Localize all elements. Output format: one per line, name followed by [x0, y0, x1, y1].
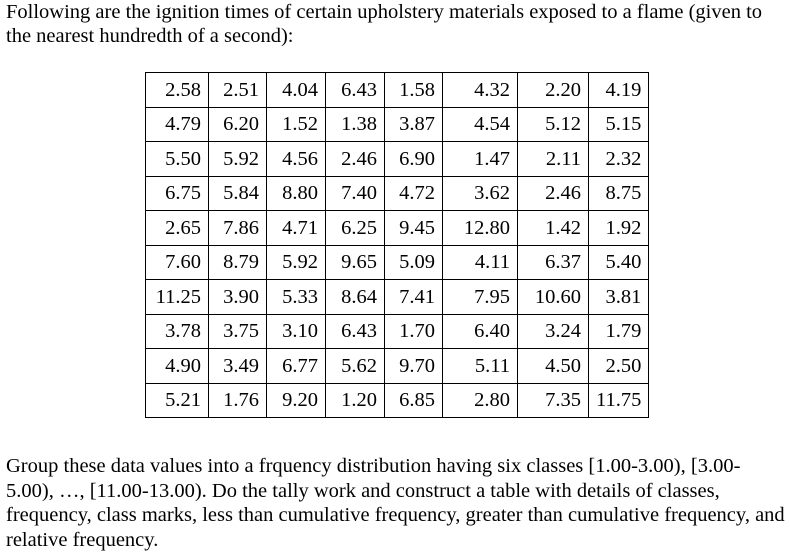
table-row	[146, 176, 649, 211]
table-cell: 4.19	[589, 73, 649, 108]
table-cell: 6.85	[385, 383, 443, 418]
table-cell: 12.80	[443, 211, 518, 246]
table-row	[146, 280, 649, 315]
table-cell: 2.46	[326, 142, 385, 177]
table-cell: 5.09	[385, 245, 443, 280]
table-cell: 7.41	[385, 280, 443, 315]
table-cell: 6.40	[443, 314, 518, 349]
table-cell: 2.65	[146, 211, 209, 246]
table-cell: 5.50	[146, 142, 209, 177]
table-cell: 7.60	[146, 245, 209, 280]
table-row	[146, 107, 649, 142]
table-cell: 6.37	[518, 245, 589, 280]
table-cell: 3.78	[146, 314, 209, 349]
table-cell: 2.11	[518, 142, 589, 177]
table-cell: 1.76	[209, 383, 267, 418]
table-cell: 4.32	[443, 73, 518, 108]
table-cell: 1.79	[589, 314, 649, 349]
table-row	[146, 349, 649, 384]
table-cell: 5.92	[267, 245, 326, 280]
table-cell: 6.77	[267, 349, 326, 384]
table-cell: 4.11	[443, 245, 518, 280]
table-cell: 3.49	[209, 349, 267, 384]
table-cell: 3.81	[589, 280, 649, 315]
table-cell: 6.20	[209, 107, 267, 142]
table-cell: 10.60	[518, 280, 589, 315]
table-row	[146, 314, 649, 349]
table-cell: 4.79	[146, 107, 209, 142]
table-cell: 11.25	[146, 280, 209, 315]
table-cell: 1.70	[385, 314, 443, 349]
table-row	[146, 383, 649, 418]
table-cell: 9.20	[267, 383, 326, 418]
table-cell: 6.25	[326, 211, 385, 246]
table-cell: 2.20	[518, 73, 589, 108]
table-cell: 9.65	[326, 245, 385, 280]
table-cell: 5.40	[589, 245, 649, 280]
table-cell: 5.21	[146, 383, 209, 418]
table-cell: 1.42	[518, 211, 589, 246]
table-cell: 2.80	[443, 383, 518, 418]
table-cell: 1.38	[326, 107, 385, 142]
table-cell: 8.79	[209, 245, 267, 280]
table-cell: 5.84	[209, 176, 267, 211]
table-cell: 5.92	[209, 142, 267, 177]
table-cell: 1.58	[385, 73, 443, 108]
table-cell: 8.64	[326, 280, 385, 315]
table-cell: 7.86	[209, 211, 267, 246]
table-cell: 5.62	[326, 349, 385, 384]
table-cell: 2.58	[146, 73, 209, 108]
table-cell: 2.46	[518, 176, 589, 211]
table-cell: 4.72	[385, 176, 443, 211]
table-cell: 6.75	[146, 176, 209, 211]
table-cell: 5.33	[267, 280, 326, 315]
table-cell: 4.50	[518, 349, 589, 384]
table-cell: 5.15	[589, 107, 649, 142]
ignition-times-table-body	[146, 73, 649, 418]
table-cell: 4.54	[443, 107, 518, 142]
table-cell: 4.90	[146, 349, 209, 384]
table-cell: 6.43	[326, 314, 385, 349]
table-row	[146, 142, 649, 177]
question-paragraph: Group these data values into a frquency distribution having six classes [1.00-3.00), [3.00-5.00), …, [11.00-13.00). Do the tally work and construct a table with details of classes, frequency, class marks, less than cumulative frequency, greater than cumulative frequency, and relative frequency.	[6, 455, 785, 551]
table-row	[146, 73, 649, 108]
table-cell: 3.90	[209, 280, 267, 315]
intro-paragraph: Following are the ignition times of certain upholstery materials exposed to a flame (given to the nearest hundredth of a second):	[6, 1, 763, 47]
table-cell: 1.92	[589, 211, 649, 246]
ignition-times-table	[145, 72, 649, 418]
table-cell: 5.12	[518, 107, 589, 142]
table-cell: 7.95	[443, 280, 518, 315]
table-cell: 2.51	[209, 73, 267, 108]
table-cell: 11.75	[589, 383, 649, 418]
table-cell: 1.47	[443, 142, 518, 177]
table-cell: 4.56	[267, 142, 326, 177]
table-cell: 3.24	[518, 314, 589, 349]
table-cell: 6.90	[385, 142, 443, 177]
table-cell: 7.35	[518, 383, 589, 418]
table-cell: 2.50	[589, 349, 649, 384]
table-row	[146, 211, 649, 246]
table-cell: 3.62	[443, 176, 518, 211]
table-cell: 4.71	[267, 211, 326, 246]
table-cell: 3.75	[209, 314, 267, 349]
table-cell: 2.32	[589, 142, 649, 177]
table-row	[146, 245, 649, 280]
table-cell: 4.04	[267, 73, 326, 108]
table-cell: 9.45	[385, 211, 443, 246]
table-cell: 5.11	[443, 349, 518, 384]
table-cell: 7.40	[326, 176, 385, 211]
table-cell: 9.70	[385, 349, 443, 384]
table-cell: 1.52	[267, 107, 326, 142]
table-cell: 8.75	[589, 176, 649, 211]
table-cell: 1.20	[326, 383, 385, 418]
table-cell: 8.80	[267, 176, 326, 211]
table-cell: 3.87	[385, 107, 443, 142]
table-cell: 6.43	[326, 73, 385, 108]
table-cell: 3.10	[267, 314, 326, 349]
